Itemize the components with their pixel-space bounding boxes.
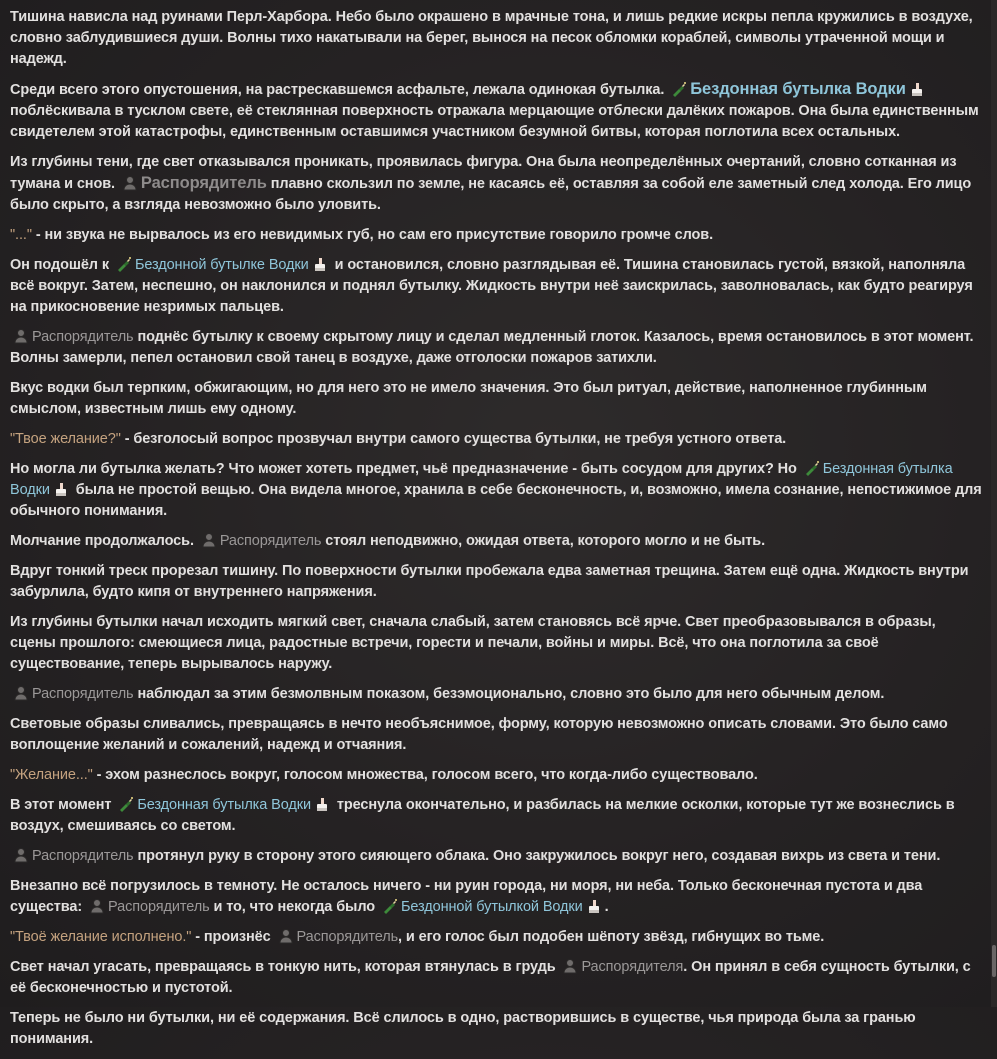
person-silhouette-icon — [562, 958, 578, 974]
story-paragraph — [10, 531, 982, 552]
story-paragraph — [10, 612, 982, 675]
narration-text: и остановился, словно разглядывая её. Тишина становилась густой, вязкой, наполняла всё вокруг. Затем, неспешно, он наклонился и поднял бутылку. Жидкость внутри неё заискрилась, заволновалась, как будто реагируя на прикосновение незримых пальцев. — [10, 257, 973, 315]
story-paragraph — [10, 225, 982, 246]
story-paragraph — [10, 255, 982, 318]
story-paragraph — [10, 327, 982, 369]
narration-text: Молчание продолжалось. — [10, 533, 198, 549]
narration-text: В этот момент — [10, 797, 116, 813]
person-entity-link[interactable]: Распорядителя — [581, 959, 684, 975]
person-entity-link[interactable]: Распорядитель — [108, 899, 210, 915]
person-silhouette-icon — [122, 175, 138, 191]
narration-text: Вдруг тонкий треск прорезал тишину. По поверхности бутылки пробежала едва заметная трещина. Затем ещё одна. Жидкость внутри забурлила, будто кипя от внутреннего напряжения. — [10, 563, 969, 600]
shot-glass-icon — [53, 481, 69, 497]
story-paragraph — [10, 795, 982, 837]
story-paragraph — [10, 846, 982, 867]
story-paragraph — [10, 957, 982, 999]
narration-text: была не простой вещью. Она видела многое, хранила в себе бесконечность, и, возможно, имела сознание, непостижимое для обычного понимания. — [10, 482, 982, 519]
person-silhouette-icon — [13, 685, 29, 701]
bottle-entity-link[interactable]: Бездонная бутылка Водки — [10, 461, 953, 498]
dialogue-quote: "Желание..." — [10, 767, 93, 783]
person-entity-link[interactable]: Распорядитель — [32, 848, 134, 864]
narration-text: - произнёс — [191, 929, 275, 945]
story-paragraph — [10, 927, 982, 948]
person-entity-link[interactable]: Распорядитель — [32, 329, 134, 345]
narration-text: протянул руку в сторону этого сияющего облака. Оно закружилось вокруг него, создавая вихрь из света и тени. — [133, 848, 941, 864]
narration-text: наблюдал за этим безмолвным показом, безэмоционально, словно это было для него обычным делом. — [133, 686, 885, 702]
person-silhouette-icon — [89, 898, 105, 914]
person-silhouette-icon — [13, 328, 29, 344]
narration-text: - безголосый вопрос прозвучал внутри самого существа бутылки, не требуя устного ответа. — [120, 431, 787, 447]
narration-text: поднёс бутылку к своему скрытому лицу и сделал медленный глоток. Казалось, время остановилось в этот момент. Волны замерли, пепел остановил свой танец в воздухе, даже отголоски пожаров затихли. — [10, 329, 974, 366]
story-paragraph — [10, 1008, 982, 1050]
narration-text: Из глубины тени, где свет отказывался проникать, проявилась фигура. Она была неопределённых очертаний, словно сотканная из тумана и снов. — [10, 154, 957, 192]
shot-glass-icon — [312, 256, 328, 272]
story-paragraph — [10, 152, 982, 216]
narration-text: и то, что некогда было — [209, 899, 379, 915]
champagne-bottle-icon — [804, 460, 820, 476]
narration-text: Вкус водки был терпким, обжигающим, но для него это не имело значения. Это был ритуал, действие, наполненное глубинным смыслом, известным лишь ему одному. — [10, 380, 927, 417]
story-paragraph — [10, 378, 982, 420]
person-silhouette-icon — [278, 928, 294, 944]
narration-text: Но могла ли бутылка желать? Что может хотеть предмет, чьё предназначение - быть сосудом для других? Но — [10, 461, 801, 477]
person-entity-link[interactable]: Распорядитель — [219, 533, 322, 549]
shot-glass-icon — [314, 796, 330, 812]
narration-text: . Он принял в себя сущность бутылки, с её бесконечностью и пустотой. — [10, 959, 971, 996]
story-paragraph — [10, 429, 982, 450]
narration-text: поблёскивала в тусклом свете, её стеклянная поверхность отражала мерцающие отблески далёких пожаров. Она была единственным свидетелем этой катастрофы, единственным оставшимся участником безумной битвы, которая поглотила всех остальных. — [10, 103, 979, 140]
dialogue-quote: "Твоё желание исполнено." — [10, 929, 192, 945]
narration-text: треснула окончательно, и разбилась на мелкие осколки, которые тут же вознеслись в воздух, смешиваясь со светом. — [10, 797, 955, 834]
narration-text: . — [604, 899, 609, 915]
story-paragraph — [10, 876, 982, 918]
narration-text: Теперь не было ни бутылки, ни её содержания. Всё слилось в одно, растворившись в существе, чья природа была за гранью понимания. — [10, 1010, 916, 1047]
narration-text: , и его голос был подобен шёпоту звёзд, гибнущих во тьме. — [398, 929, 825, 945]
narration-text: Внезапно всё погрузилось в темноту. Не осталось ничего - ни руин города, ни моря, ни неба. Только бесконечная пустота и два существа: — [10, 878, 923, 915]
story-paragraph — [10, 561, 982, 603]
dialogue-quote: "Твое желание?" — [10, 431, 121, 447]
person-entity-link[interactable]: Распорядитель — [140, 174, 267, 192]
shot-glass-icon — [909, 81, 925, 97]
person-entity-link[interactable]: Распорядитель — [296, 929, 399, 945]
narration-text: плавно скользил по земле, не касаясь её, оставляя за собой еле заметный след холода. Его лицо было скрыто, а взгляда невозможно было уловить. — [10, 176, 972, 213]
person-silhouette-icon — [201, 532, 217, 548]
narration-text: - ни звука не вырвалось из его невидимых губ, но сам его присутствие говорило громче слов. — [31, 227, 714, 243]
person-entity-link[interactable]: Распорядитель — [32, 686, 134, 702]
champagne-bottle-icon — [118, 796, 134, 812]
story-paragraph — [10, 459, 982, 522]
bottle-entity-link[interactable]: Бездонной бутылкой Водки — [400, 899, 583, 915]
narration-text: Свет начал угасать, превращаясь в тонкую нить, которая втянулась в грудь — [10, 959, 560, 975]
narration-text: Световые образы сливались, превращаясь в нечто необъяснимое, форму, которую невозможно описать словами. Это было само воплощение желаний и сожалений, надежд и отчаяния. — [10, 716, 948, 753]
narration-text: Он подошёл к — [10, 257, 113, 273]
person-silhouette-icon — [13, 847, 29, 863]
champagne-bottle-icon — [116, 256, 132, 272]
narration-text: Из глубины бутылки начал исходить мягкий свет, сначала слабый, затем становясь всё ярче. Свет преобразовывался в образы, сцены прошлого: смеющиеся лица, радостные встречи, горести и печали, войны и миры. Всё, что она поглотила за своё существование, теперь вырывалось наружу. — [10, 614, 936, 672]
scrollbar-thumb[interactable] — [992, 945, 996, 977]
champagne-bottle-icon — [382, 898, 398, 914]
bottle-entity-link[interactable]: Бездонная бутылка Водки — [690, 80, 906, 98]
narration-text: Среди всего этого опустошения, на растрескавшемся асфальте, лежала одинокая бутылка. — [10, 82, 669, 98]
narration-text: Тишина нависла над руинами Перл-Харбора. Небо было окрашено в мрачные тона, и лишь редкие искры пепла кружились в воздухе, словно заблудившиеся души. Волны тихо накатывали на берег, вынося на песок обломки кораблей, символы утраченной мощи и надежд. — [10, 9, 973, 67]
story-text — [10, 7, 982, 1059]
story-paragraph — [10, 714, 982, 756]
scrollbar[interactable] — [991, 0, 997, 1007]
shot-glass-icon — [586, 898, 602, 914]
champagne-bottle-icon — [671, 81, 687, 97]
bottle-entity-link[interactable]: Бездонная бутылка Водки — [137, 797, 311, 813]
narration-text: стоял неподвижно, ожидая ответа, которого могло и не быть. — [321, 533, 765, 549]
story-paragraph — [10, 7, 982, 70]
narration-text: - эхом разнеслось вокруг, голосом множества, голосом всего, что когда-либо существовало. — [92, 767, 758, 783]
story-paragraph — [10, 765, 982, 786]
dialogue-quote: "..." — [10, 227, 32, 243]
bottle-entity-link[interactable]: Бездонной бутылке Водки — [134, 257, 309, 273]
story-paragraph — [10, 684, 982, 705]
story-paragraph — [10, 79, 982, 143]
